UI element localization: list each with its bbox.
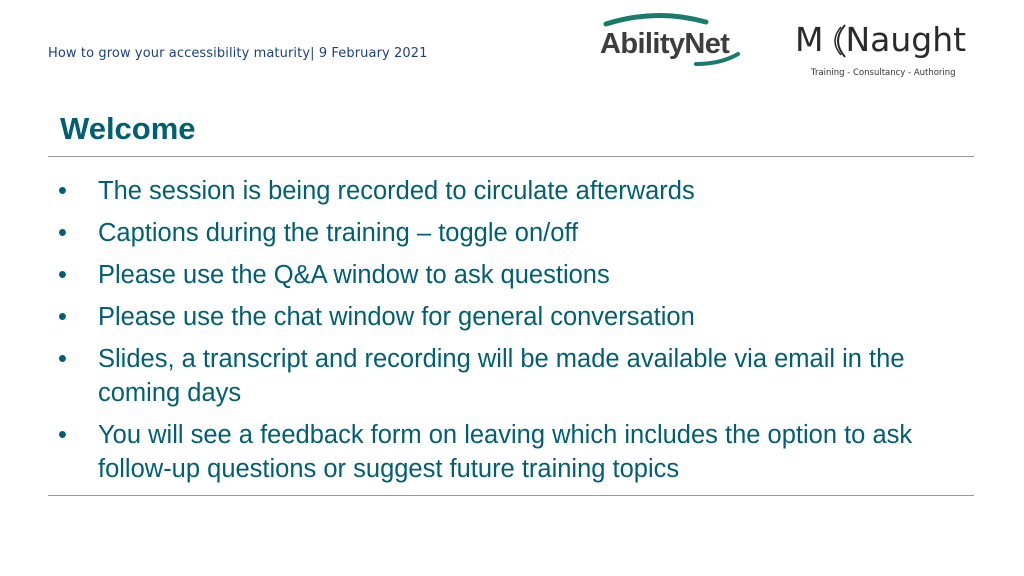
- slide-title: Welcome: [60, 111, 196, 146]
- bullet-text: Please use the chat window for general conversation: [98, 303, 695, 331]
- bullet-item: [48, 216, 968, 250]
- bottom-divider: [48, 495, 974, 496]
- bullet-dot-icon: •: [58, 261, 67, 289]
- bullet-text: Captions during the training – toggle on/off: [98, 219, 579, 247]
- bullet-text: The session is being recorded to circulate afterwards: [98, 177, 695, 205]
- mcnaught-tagline: Training - Consultancy - Authoring: [811, 68, 956, 78]
- title-divider: [48, 156, 974, 157]
- bullet-list: [48, 174, 968, 494]
- bullet-item: [48, 418, 968, 486]
- bullet-text: Please use the Q&A window to ask questions: [98, 261, 610, 289]
- bullet-item: [48, 300, 968, 334]
- mcnaught-logo: [795, 20, 980, 82]
- bullet-dot-icon: •: [58, 421, 67, 449]
- abilitynet-wordmark: AbilityNet: [600, 28, 730, 60]
- abilitynet-logo: [596, 12, 748, 70]
- bullet-text: You will see a feedback form on leaving which includes the option to ask follow-up questions or suggest future training topics: [98, 421, 913, 483]
- bullet-item: [48, 342, 968, 410]
- bullet-dot-icon: •: [58, 303, 67, 331]
- header-caption: How to grow your accessibility maturity| 9 February 2021: [48, 46, 428, 61]
- bullet-item: [48, 174, 968, 208]
- mcnaught-wordmark: [795, 20, 966, 60]
- bullet-item: [48, 258, 968, 292]
- bullet-dot-icon: •: [58, 345, 67, 373]
- bullet-dot-icon: •: [58, 177, 67, 205]
- mcnaught-wordmark-right: Naught: [845, 20, 967, 59]
- bullet-text: Slides, a transcript and recording will be made available via email in the coming days: [98, 345, 905, 407]
- bullet-dot-icon: •: [58, 219, 67, 247]
- mcnaught-wordmark-left: M: [795, 20, 824, 59]
- mcnaught-arc-icon: [827, 23, 851, 59]
